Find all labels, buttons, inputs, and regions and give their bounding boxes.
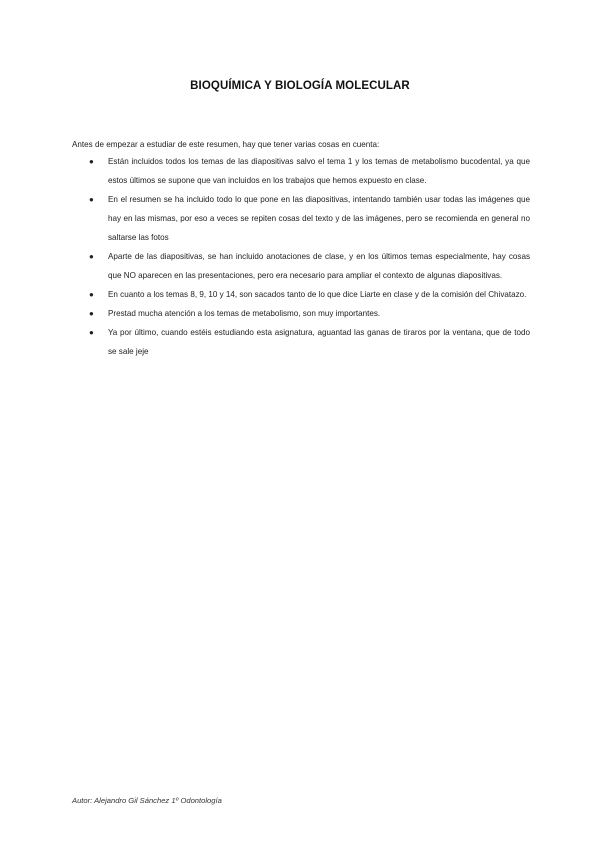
list-item-text: En el resumen se ha incluido todo lo que pone en las diapositivas, intentando también usar todas las imágenes que hay en las mismas, por eso a veces se repiten cosas del texto y de las imágenes, pero se recomienda en general no saltarse las fotos xyxy=(108,195,530,242)
list-item-text: Ya por último, cuando estéis estudiando esta asignatura, aguantad las ganas de tiraros por la ventana, que de todo se sale jeje xyxy=(108,328,530,356)
list-item xyxy=(72,304,530,323)
list-item xyxy=(72,190,530,247)
bullet-icon: ● xyxy=(89,252,94,261)
bullet-icon: ● xyxy=(89,328,94,337)
list-item-text: Están incluidos todos los temas de las diapositivas salvo el tema 1 y los temas de metabolismo bucodental, ya que estos últimos se supone que van incluidos en los trabajos que hemos expuesto en clase. xyxy=(108,157,530,185)
document-title: BIOQUÍMICA Y BIOLOGÍA MOLECULAR xyxy=(190,80,410,92)
list-item-text: Prestad mucha atención a los temas de metabolismo, son muy importantes. xyxy=(108,309,381,318)
bullet-icon: ● xyxy=(89,195,94,204)
list-item-text: Aparte de las diapositivas, se han incluido anotaciones de clase, y en los últimos temas especialmente, hay cosas que NO aparecen en las presentaciones, pero era necesario para ampliar el contexto de algunas diapositivas. xyxy=(108,252,530,280)
bullet-icon: ● xyxy=(89,290,94,299)
intro-paragraph: Antes de empezar a estudiar de este resumen, hay que tener varias cosas en cuenta: xyxy=(72,140,380,149)
author-footer: Autor: Alejandro Gil Sánchez 1º Odontología xyxy=(72,796,222,805)
list-item xyxy=(72,247,530,285)
bullet-icon: ● xyxy=(89,157,94,166)
notes-list xyxy=(72,152,530,361)
list-item xyxy=(72,323,530,361)
bullet-icon: ● xyxy=(89,309,94,318)
list-item xyxy=(72,285,530,304)
list-item xyxy=(72,152,530,190)
list-item-text: En cuanto a los temas 8, 9, 10 y 14, son sacados tanto de lo que dice Liarte en clase y de la comisión del Chivatazo. xyxy=(108,290,527,299)
